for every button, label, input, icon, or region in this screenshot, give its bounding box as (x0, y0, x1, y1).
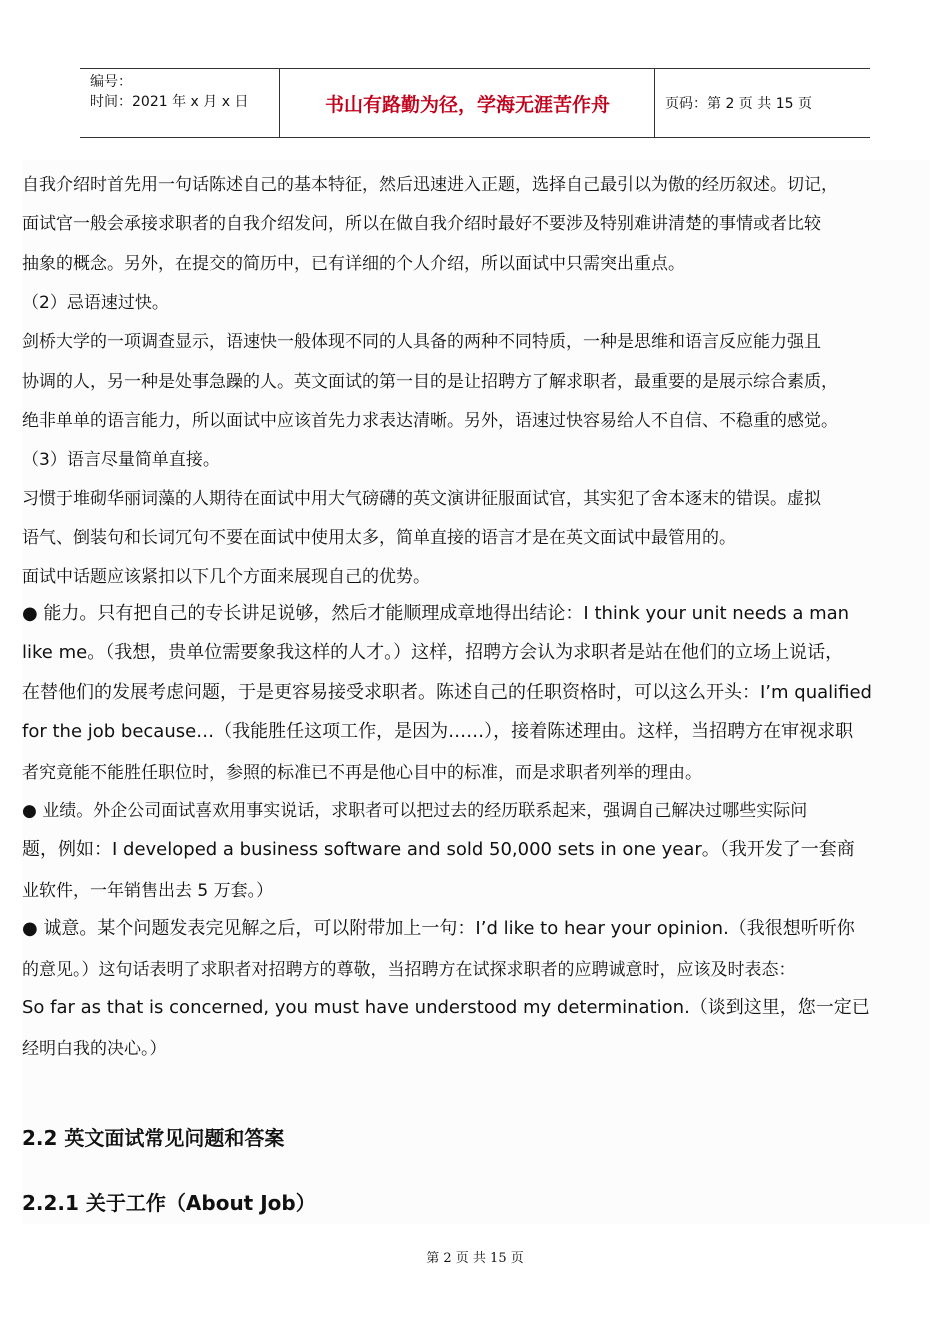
body-line: 协调的人，另一种是处事急躁的人。英文面试的第一目的是让招聘方了解求职者，最重要的是展示综合素质， (22, 372, 838, 392)
body-line: 语气、倒装句和长词冗句不要在面试中使用太多，简单直接的语言才是在英文面试中最管用的。 (22, 528, 736, 548)
page-footer: 第 2 页 共 15 页 (426, 1251, 524, 1266)
body-line: 在替他们的发展考虑问题，于是更容易接受求职者。陈述自己的任职资格时，可以这么开头：I’m qualified (22, 682, 872, 703)
body-line: 业软件，一年销售出去 5 万套。） (22, 881, 274, 901)
body-line: 者究竟能不能胜任职位时，参照的标准已不再是他心目中的标准，而是求职者列举的理由。 (22, 763, 702, 783)
body-line: So far as that is concerned, you must have understood my determination.（谈到这里，您一定已 (22, 997, 870, 1018)
body-line: 经明白我的决心。） (22, 1039, 167, 1059)
body-line: ● 诚意。某个问题发表完见解之后，可以附带加上一句：I’d like to hear your opinion.（我很想听听你 (22, 918, 855, 939)
body-line: like me。（我想，贵单位需要象我这样的人才。）这样，招聘方会认为求职者是站在他们的立场上说话， (22, 642, 844, 663)
body-line: ● 业绩。外企公司面试喜欢用事实说话，求职者可以把过去的经历联系起来，强调自己解决过哪些实际问 (22, 801, 808, 821)
body-line: 面试中话题应该紧扣以下几个方面来展现自己的优势。 (22, 567, 430, 587)
section-heading-2-2: 2.2 英文面试常见问题和答案 (22, 1126, 285, 1150)
body-line: 的意见。）这句话表明了求职者对招聘方的尊敬，当招聘方在试探求职者的应聘诚意时，应该及时表态： (22, 960, 796, 980)
body-line: for the job because…（我能胜任这项工作，是因为……），接着陈述理由。这样，当招聘方在审视求职 (22, 721, 854, 742)
body-line: 习惯于堆砌华丽词藻的人期待在面试中用大气磅礴的英文演讲征服面试官，其实犯了舍本逐末的错误。虚拟 (22, 489, 821, 509)
section-heading-2-2-1: 2.2.1 关于工作（About Job） (22, 1191, 316, 1215)
body-line: 抽象的概念。另外，在提交的简历中，已有详细的个人介绍，所以面试中只需突出重点。 (22, 254, 685, 274)
body-line: 绝非单单的语言能力，所以面试中应该首先力求表达清晰。另外，语速过快容易给人不自信、不稳重的感觉。 (22, 411, 838, 431)
header-page-info: 页码：第 2 页 共 15 页 (665, 96, 812, 112)
document-body (22, 160, 930, 1224)
body-line: （3）语言尽量简单直接。 (22, 450, 220, 470)
body-line: 自我介绍时首先用一句话陈述自己的基本特征，然后迅速进入正题，选择自己最引以为傲的经历叙述。切记， (22, 175, 838, 195)
header-motto: 书山有路勤为径，学海无涯苦作舟 (281, 69, 655, 137)
document-date: 时间：2021 年 x 月 x 日 (90, 94, 249, 110)
page-header (80, 68, 870, 138)
document-number: 编号： (90, 74, 132, 90)
body-line: 题，例如：I developed a business software and sold 50,000 sets in one year。（我开发了一套商 (22, 839, 855, 860)
header-meta (80, 69, 280, 137)
body-line: ● 能力。只有把自己的专长讲足说够，然后才能顺理成章地得出结论：I think your unit needs a man (22, 603, 850, 624)
body-line: （2）忌语速过快。 (22, 293, 169, 313)
body-line: 剑桥大学的一项调查显示，语速快一般体现不同的人具备的两种不同特质，一种是思维和语言反应能力强且 (22, 332, 821, 352)
body-line: 面试官一般会承接求职者的自我介绍发问，所以在做自我介绍时最好不要涉及特别难讲清楚的事情或者比较 (22, 214, 821, 234)
